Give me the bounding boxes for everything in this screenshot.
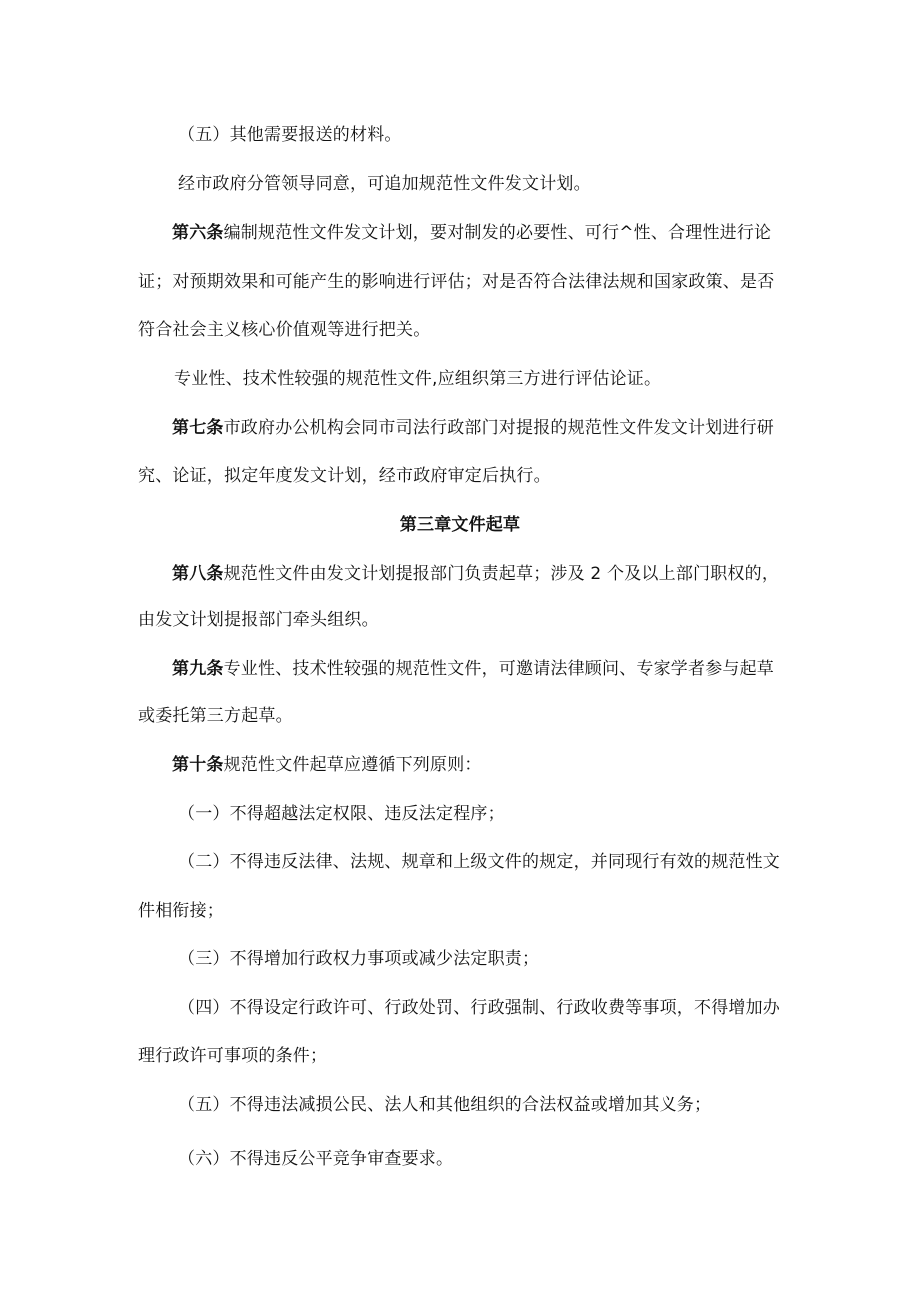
principle-item-6: （六）不得违反公平竞争审查要求。 — [178, 1149, 454, 1169]
principle-item-4-line-2: 理行政许可事项的条件； — [138, 1046, 328, 1066]
chapter-3-heading: 第三章文件起草 — [399, 515, 521, 535]
article-10-line-1 — [172, 754, 482, 776]
article-6-text-1: 编制规范性文件发文计划，要对制发的必要性、可行^性、合理性进行论 — [223, 223, 772, 243]
article-9-label: 第九条 — [172, 659, 224, 679]
principle-item-1: （一）不得超越法定权限、违反法定程序； — [178, 804, 505, 824]
paragraph-additional-plan: 经市政府分管领导同意，可追加规范性文件发文计划。 — [178, 174, 591, 194]
article-9-line-1 — [172, 658, 774, 680]
article-7-text-1: 市政府办公机构会同市司法行政部门对提报的规范性文件发文计划进行研 — [223, 418, 775, 438]
article-10-label: 第十条 — [172, 755, 224, 775]
article-6-line-1 — [172, 222, 771, 244]
article-10-text-1: 规范性文件起草应遵循下列原则： — [223, 755, 482, 775]
principle-item-2-line-1: （二）不得违反法律、法规、规章和上级文件的规定，并同现行有效的规范性文 — [178, 852, 780, 872]
article-8-label: 第八条 — [172, 564, 224, 584]
paragraph-third-party: 专业性、技术性较强的规范性文件,应组织第三方进行评估论证。 — [174, 369, 662, 389]
article-6-label: 第六条 — [172, 223, 224, 243]
principle-item-4-line-1: （四）不得设定行政许可、行政处罚、行政强制、行政收费等事项，不得增加办 — [178, 998, 780, 1018]
article-7-line-2: 究、论证，拟定年度发文计划，经市政府审定后执行。 — [138, 466, 551, 486]
article-9-line-2: 或委托第三方起草。 — [138, 706, 293, 726]
principle-item-3: （三）不得增加行政权力事项或减少法定职责； — [178, 949, 540, 969]
article-9-text-1: 专业性、技术性较强的规范性文件，可邀请法律顾问、专家学者参与起草 — [223, 659, 775, 679]
article-6-line-2: 证；对预期效果和可能产生的影响进行评估；对是否符合法律法规和国家政策、是否 — [138, 272, 775, 292]
article-7-line-1 — [172, 417, 774, 439]
article-6-line-3: 符合社会主义核心价值观等进行把关。 — [138, 320, 431, 340]
article-8-line-2: 由发文计划提报部门牵头组织。 — [138, 610, 379, 630]
article-8-text-1: 规范性文件由发文计划提报部门负责起草；涉及 2 个及以上部门职权的， — [223, 564, 780, 584]
principle-item-5: （五）不得违法减损公民、法人和其他组织的合法权益或增加其义务； — [178, 1095, 712, 1115]
paragraph-materials: （五）其他需要报送的材料。 — [178, 125, 402, 145]
principle-item-2-line-2: 件相衔接； — [138, 901, 224, 921]
article-8-line-1 — [172, 563, 779, 585]
article-7-label: 第七条 — [172, 418, 224, 438]
